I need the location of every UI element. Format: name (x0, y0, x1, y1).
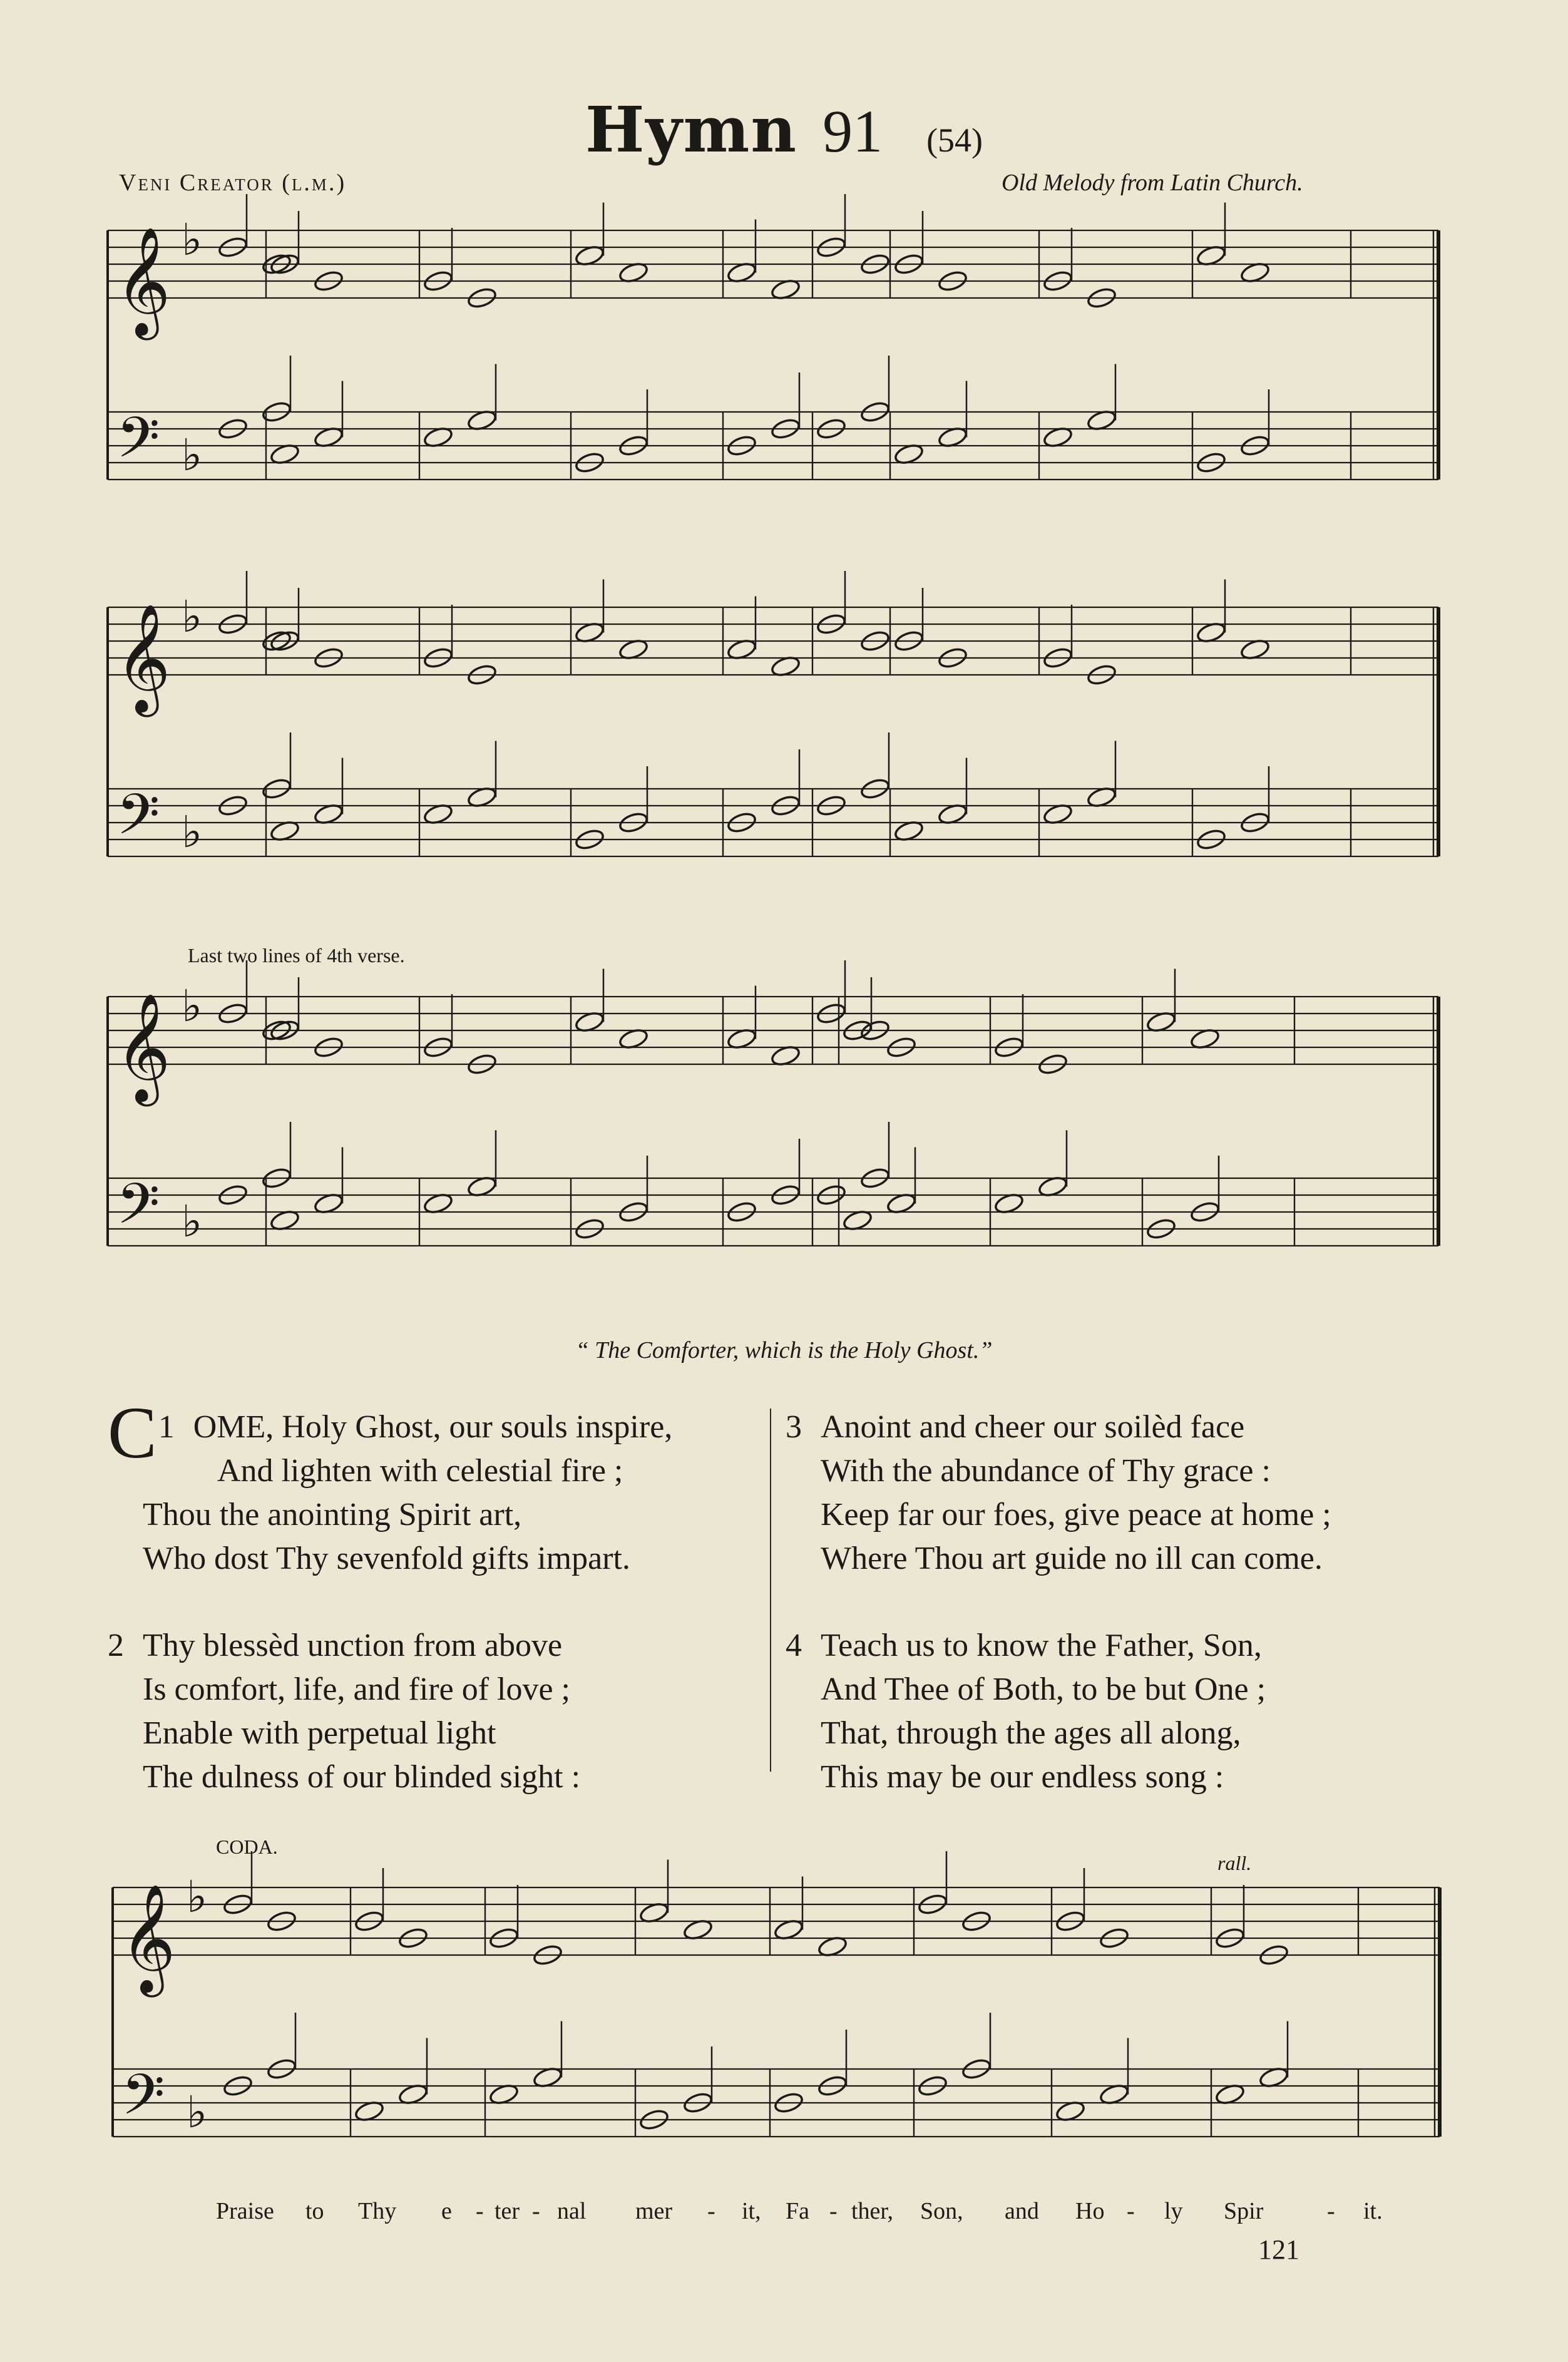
verse-line: With the abundance of Thy grace : (821, 1453, 1271, 1489)
verse-line: Enable with perpetual light (143, 1715, 496, 1751)
lyric-syllable: - (707, 2198, 715, 2224)
lyric-syllable: nal (557, 2198, 587, 2224)
scripture-caption: “ The Comforter, which is the Holy Ghost.” (575, 1337, 993, 1363)
verse-line: Teach us to know the Father, Son, (821, 1628, 1262, 1663)
verse-line: Who dost Thy sevenfold gifts impart. (143, 1541, 630, 1576)
verse-4 (786, 1624, 1266, 1799)
lyric-syllable: to (305, 2198, 324, 2224)
hymn-word: Hymn (585, 93, 798, 167)
hymn-number: 91 (822, 98, 883, 165)
flat-icon: ♭ (182, 809, 203, 857)
verse-line: Keep far our foes, give peace at home ; (821, 1497, 1331, 1533)
coda-label: CODA. (216, 1836, 278, 1858)
flat-icon: ♭ (182, 1198, 203, 1246)
lyric-syllable: ter (494, 2198, 520, 2224)
treble-clef-icon: 𝄞 (115, 993, 171, 1102)
verse-number: 3 (786, 1409, 802, 1445)
flat-icon: ♭ (182, 432, 203, 480)
lyric-syllable: - (532, 2198, 540, 2224)
lyric-syllable: e (441, 2198, 452, 2224)
bass-clef-icon: 𝄢 (116, 1172, 160, 1250)
lyric-syllable: Son, (920, 2198, 963, 2224)
lyric-syllable: Praise (216, 2198, 274, 2224)
verse-number: 1 (158, 1409, 175, 1445)
lyric-syllable: - (1127, 2198, 1135, 2224)
treble-clef-icon: 𝄞 (120, 1884, 176, 1993)
verse-number: 4 (786, 1628, 802, 1663)
verse-3 (786, 1405, 1331, 1581)
melody-source: Old Melody from Latin Church. (1002, 170, 1303, 196)
tune-name: Veni Creator (l.m.) (119, 170, 347, 196)
section-note: Last two lines of 4th verse. (188, 944, 405, 967)
lyric-syllable: and (1005, 2198, 1039, 2224)
verse-line: That, through the ages all along, (821, 1715, 1241, 1751)
verse-line: Where Thou art guide no ill can come. (821, 1541, 1323, 1576)
lyric-syllable: Spir (1224, 2198, 1264, 2224)
treble-clef-icon: 𝄞 (115, 603, 171, 712)
lyric-syllable: - (1327, 2198, 1335, 2224)
lyric-syllable: it. (1363, 2198, 1383, 2224)
flat-icon: ♭ (182, 593, 203, 642)
verse-2 (108, 1624, 580, 1799)
lyric-syllable: Ho (1075, 2198, 1105, 2224)
flat-icon: ♭ (182, 217, 203, 265)
treble-clef-icon: 𝄞 (115, 227, 171, 336)
rall-label: rall. (1217, 1852, 1252, 1874)
verse-number: 2 (108, 1628, 124, 1663)
lyric-syllable: - (829, 2198, 838, 2224)
verse-line: This may be our endless song : (821, 1759, 1224, 1795)
verse-1 (108, 1392, 673, 1581)
lyric-syllable: - (476, 2198, 484, 2224)
verse-line: Thou the anointing Spirit art, (143, 1497, 522, 1533)
bass-clef-icon: 𝄢 (116, 783, 160, 861)
lyric-syllable: ly (1164, 2198, 1183, 2224)
bass-clef-icon: 𝄢 (116, 406, 160, 484)
verse-line: Is comfort, life, and fire of love ; (143, 1671, 570, 1707)
verse-line: Thy blessèd unction from above (143, 1628, 563, 1663)
flat-icon: ♭ (187, 2089, 208, 2137)
bass-clef-icon: 𝄢 (121, 2063, 165, 2141)
column-divider (770, 1409, 771, 1772)
lyric-syllable: Thy (358, 2198, 397, 2224)
verse-line: Anoint and cheer our soilèd face (821, 1409, 1245, 1445)
drop-cap: C (108, 1392, 157, 1474)
verse-line: And Thee of Both, to be but One ; (821, 1671, 1266, 1707)
lyric-syllable: it, (742, 2198, 761, 2224)
lyric-syllable: mer (635, 2198, 673, 2224)
flat-icon: ♭ (187, 1874, 208, 1922)
verse-line: And lighten with celestial fire ; (217, 1453, 623, 1489)
verse-line: OME, Holy Ghost, our souls inspire, (193, 1409, 673, 1445)
verse-line: The dulness of our blinded sight : (143, 1759, 581, 1795)
lyric-syllable: ther, (851, 2198, 894, 2224)
flat-icon: ♭ (182, 983, 203, 1031)
alt-number: (54) (926, 121, 983, 159)
lyric-syllable: Fa (786, 2198, 809, 2224)
page-number: 121 (1258, 2234, 1299, 2265)
